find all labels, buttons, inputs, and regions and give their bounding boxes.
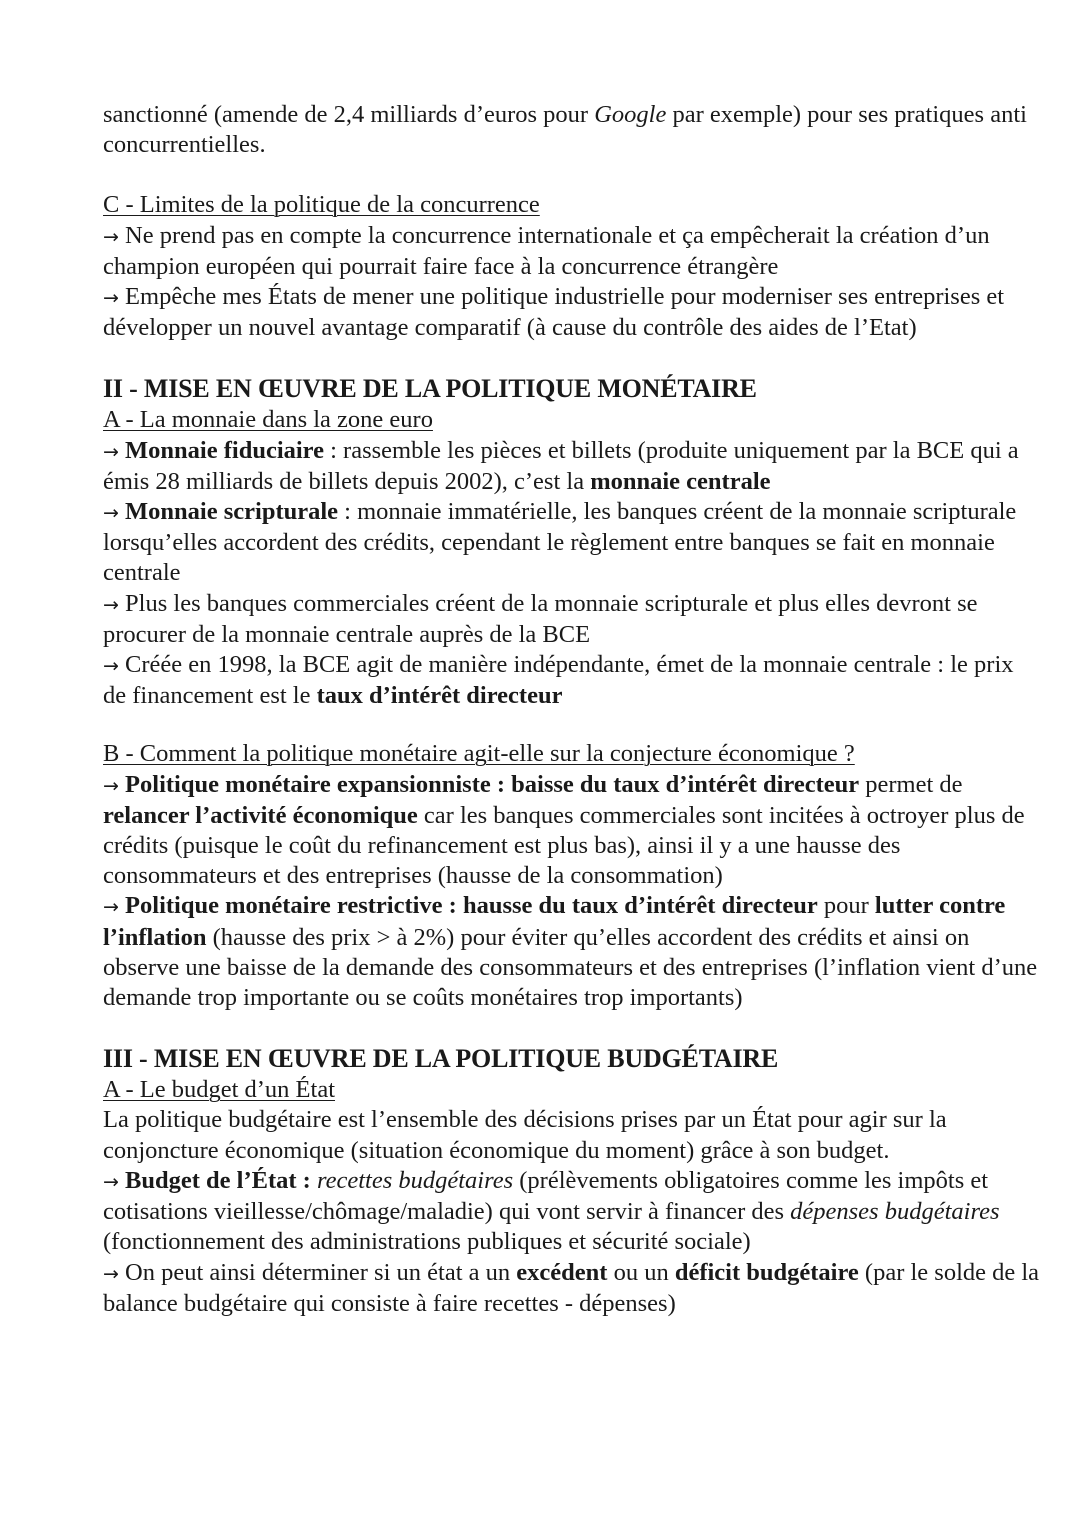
- arrow-icon: →: [103, 593, 119, 616]
- list-item: → Ne prend pas en compte la concurrence internationale et ça empêcherait la création d’un champion européen qui pourrait faire face à la concurrence étrangère: [103, 221, 990, 280]
- arrow-icon: →: [103, 896, 119, 919]
- subsection-c-title: C - Limites de la politique de la concurrence: [103, 191, 540, 219]
- list-item: → Budget de l’État : recettes budgétaires (prélèvements obligatoires comme les impôts et cotisations vieillesse/chômage/maladie) qui vont servir à financer des dépenses budgétaires (fonctionnement des administrations publiques et sécurité sociale): [103, 1166, 1000, 1256]
- list-item: → Monnaie scripturale : monnaie immatérielle, les banques créent de la monnaie scripturale lorsqu’elles accordent des crédits, cependant le règlement entre banques se fait en monnaie centrale: [103, 498, 1017, 587]
- paragraph: La politique budgétaire est l’ensemble des décisions prises par un État pour agir sur la conjoncture économique (situation économique du moment) grâce à son budget.: [103, 1106, 947, 1164]
- arrow-icon: →: [103, 655, 119, 678]
- list-item: → Politique monétaire restrictive : hausse du taux d’intérêt directeur pour lutter contre l’inflation (hausse des prix > à 2%) pour éviter qu’elles accordent des crédits et ainsi on observe une baisse de la demande des consommateurs et des entreprises (l’inflation vient d’une demande trop importante ou se coûts monétaires trop importants): [103, 892, 1038, 1012]
- intro-google: Google: [594, 101, 667, 128]
- arrow-icon: →: [103, 1262, 119, 1285]
- arrow-icon: →: [103, 287, 119, 310]
- arrow-icon: →: [103, 440, 119, 463]
- arrow-icon: →: [103, 225, 119, 248]
- arrow-icon: →: [103, 502, 119, 525]
- section-2-title: II - MISE EN ŒUVRE DE LA POLITIQUE MONÉTAIRE: [103, 374, 757, 404]
- subsection-3a-title: A - Le budget d’un État: [103, 1076, 336, 1104]
- list-item: → Plus les banques commerciales créent de la monnaie scripturale et plus elles devront se procurer de la monnaie centrale auprès de la BCE: [103, 589, 978, 648]
- subsection-2b-title: B - Comment la politique monétaire agit-elle sur la conjecture économique ?: [103, 740, 855, 768]
- section-3-title: III - MISE EN ŒUVRE DE LA POLITIQUE BUDGÉTAIRE: [103, 1044, 779, 1074]
- subsection-2a-title: A - La monnaie dans la zone euro: [103, 406, 433, 434]
- list-item: → Empêche mes États de mener une politique industrielle pour moderniser ses entreprises et développer un nouvel avantage comparatif (à cause du contrôle des aides de l’Etat): [103, 283, 1005, 342]
- arrow-icon: →: [103, 774, 119, 797]
- arrow-icon: →: [103, 1170, 119, 1193]
- intro-text-2: par exemple) pour ses pratiques anti concurrentielles.: [103, 101, 1027, 159]
- list-item: → Monnaie fiduciaire : rassemble les pièces et billets (produite uniquement par la BCE qui a émis 28 milliards de billets depuis 2002), c’est la monnaie centrale: [103, 436, 1019, 495]
- intro-paragraph: [103, 100, 1040, 160]
- list-item: → Créée en 1998, la BCE agit de manière indépendante, émet de la monnaie centrale : le prix de financement est le taux d’intérêt directeur: [103, 651, 1014, 710]
- list-item: → Politique monétaire expansionniste : baisse du taux d’intérêt directeur permet de relancer l’activité économique car les banques commerciales sont incitées à octroyer plus de crédits (puisque le coût du refinancement est plus bas), ainsi il y a une hausse des consommateurs et des entreprises (hausse de la consommation): [103, 770, 1025, 890]
- intro-text-1: sanctionné (amende de 2,4 milliards d’euros pour: [103, 101, 595, 128]
- list-item: → On peut ainsi déterminer si un état a un excédent ou un déficit budgétaire (par le solde de la balance budgétaire qui consiste à faire recettes - dépenses): [103, 1258, 1040, 1317]
